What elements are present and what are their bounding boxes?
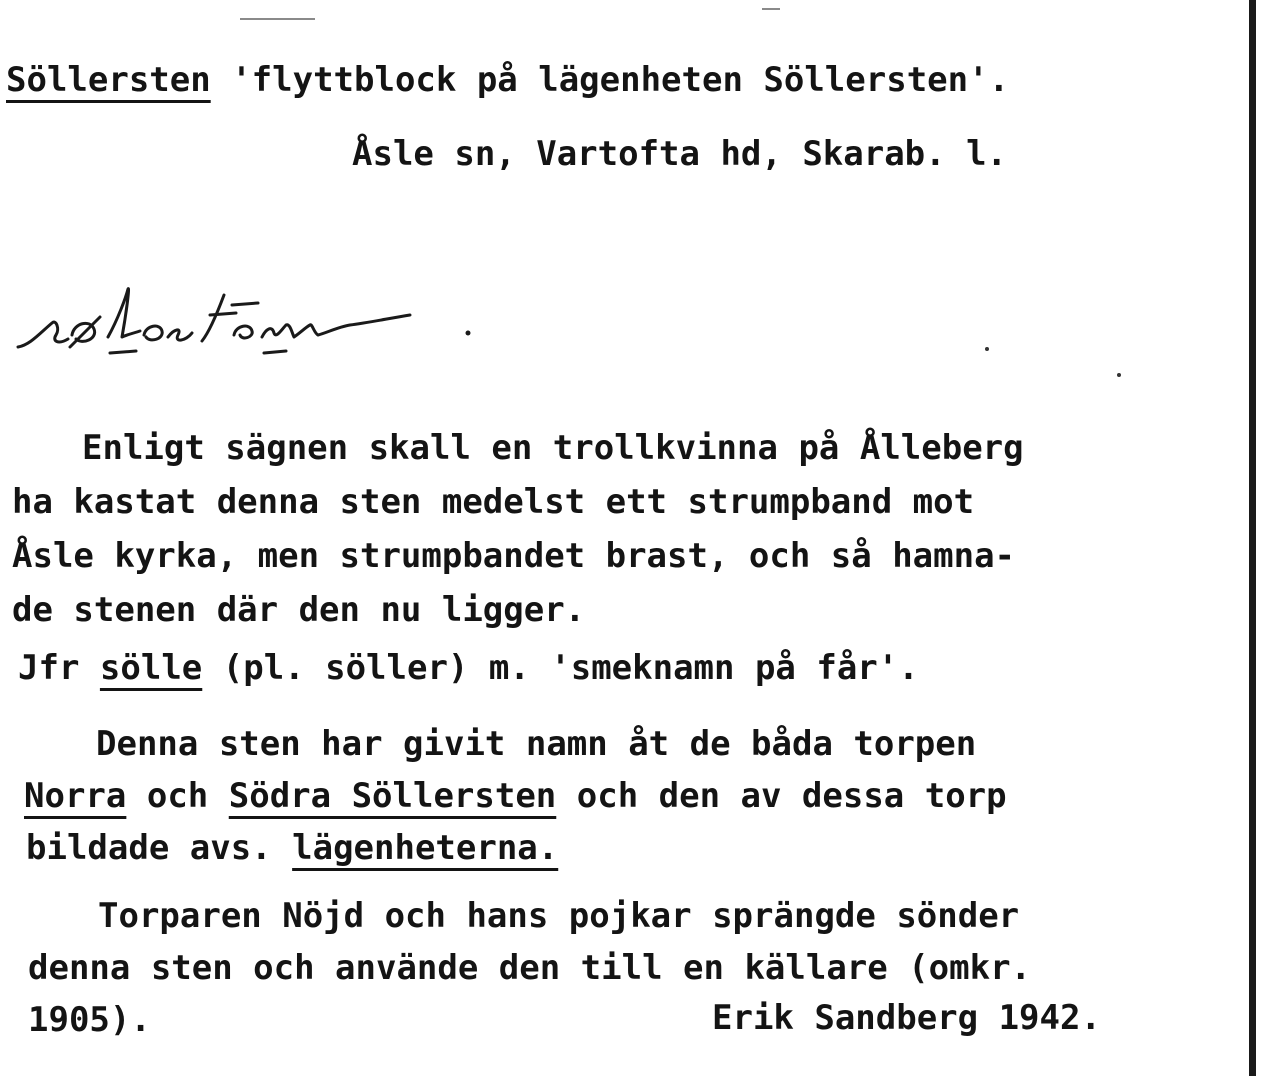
- scan-speck: [1117, 373, 1121, 377]
- place-name: Söllersten: [6, 60, 211, 100]
- place-name-north: Norra: [24, 776, 127, 816]
- comparison-rest: (pl. söller) m. 'smeknamn på får'.: [222, 648, 919, 688]
- conjunction: och: [146, 776, 209, 816]
- comparison-line: [18, 648, 919, 688]
- names-line-rest: och den av dessa torp: [576, 776, 1007, 816]
- names-line: Denna sten har givit namn åt de båda torpen: [96, 724, 977, 764]
- legend-line: Enligt sägnen skall en trollkvinna på Ålleberg: [82, 428, 1024, 468]
- legend-line: de stenen där den nu ligger.: [12, 590, 586, 630]
- units-term: lägenheterna.: [292, 828, 559, 868]
- scan-mark: [240, 18, 315, 20]
- comparison-word: sölle: [99, 648, 203, 688]
- signature: Erik Sandberg 1942.: [712, 998, 1101, 1038]
- quarry-line: denna sten och använde den till en källare (omkr.: [28, 948, 1032, 988]
- header-line: [6, 60, 1009, 100]
- quarry-line: Torparen Nöjd och hans pojkar sprängde sönder: [98, 896, 1020, 936]
- place-name-south: Södra Söllersten: [228, 776, 557, 816]
- legend-line: Åsle kyrka, men strumpbandet brast, och så hamna-: [12, 536, 1016, 576]
- names-line: [26, 828, 558, 868]
- handwritten-pronunciation: [10, 275, 480, 375]
- place-gloss: 'flyttblock på lägenheten Söllersten'.: [231, 60, 1010, 100]
- scan-mark: [762, 8, 780, 10]
- location-line: Åsle sn, Vartofta hd, Skarab. l.: [352, 134, 1008, 174]
- names-line-prefix: bildade avs.: [26, 828, 272, 868]
- scan-speck: [985, 347, 989, 351]
- card-right-edge: [1249, 0, 1256, 1076]
- quarry-year: 1905).: [28, 1000, 151, 1040]
- legend-line: ha kastat denna sten medelst ett strumpband mot: [12, 482, 975, 522]
- comparison-prefix: Jfr: [18, 648, 80, 688]
- names-line: [24, 776, 1007, 816]
